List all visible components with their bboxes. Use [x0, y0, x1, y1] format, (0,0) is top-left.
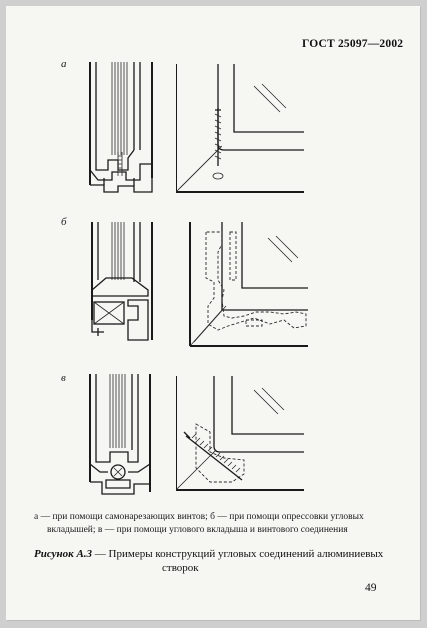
- page-number: 49: [365, 582, 377, 594]
- corner-view-c: [176, 376, 312, 498]
- figure-title-label: Рисунок А.3: [34, 548, 93, 560]
- figure-label-b: б: [61, 216, 67, 228]
- figure-label-a: а: [61, 58, 67, 70]
- profile-section-b: [82, 220, 168, 350]
- figure-title-text-line2: створок: [162, 562, 199, 574]
- caption-line-2: вкладышей; в — при помощи углового вкладыша и винтового соединения: [47, 525, 348, 535]
- document-page: [6, 6, 420, 620]
- doc-code: ГОСТ 25097—2002: [302, 38, 404, 50]
- profile-section-c: [78, 372, 170, 506]
- figure-caption: [34, 511, 386, 537]
- figure-label-c: в: [61, 372, 66, 384]
- corner-view-b: [184, 220, 314, 356]
- profile-section-a: [78, 60, 170, 200]
- caption-line-1: а — при помощи самонарезающих винтов; б — при помощи опрессовки угловых: [34, 512, 364, 522]
- figure-title: [34, 547, 386, 575]
- corner-view-a: [176, 64, 312, 198]
- figure-title-text: — Примеры конструкций угловых соединений алюминиевых: [92, 548, 384, 560]
